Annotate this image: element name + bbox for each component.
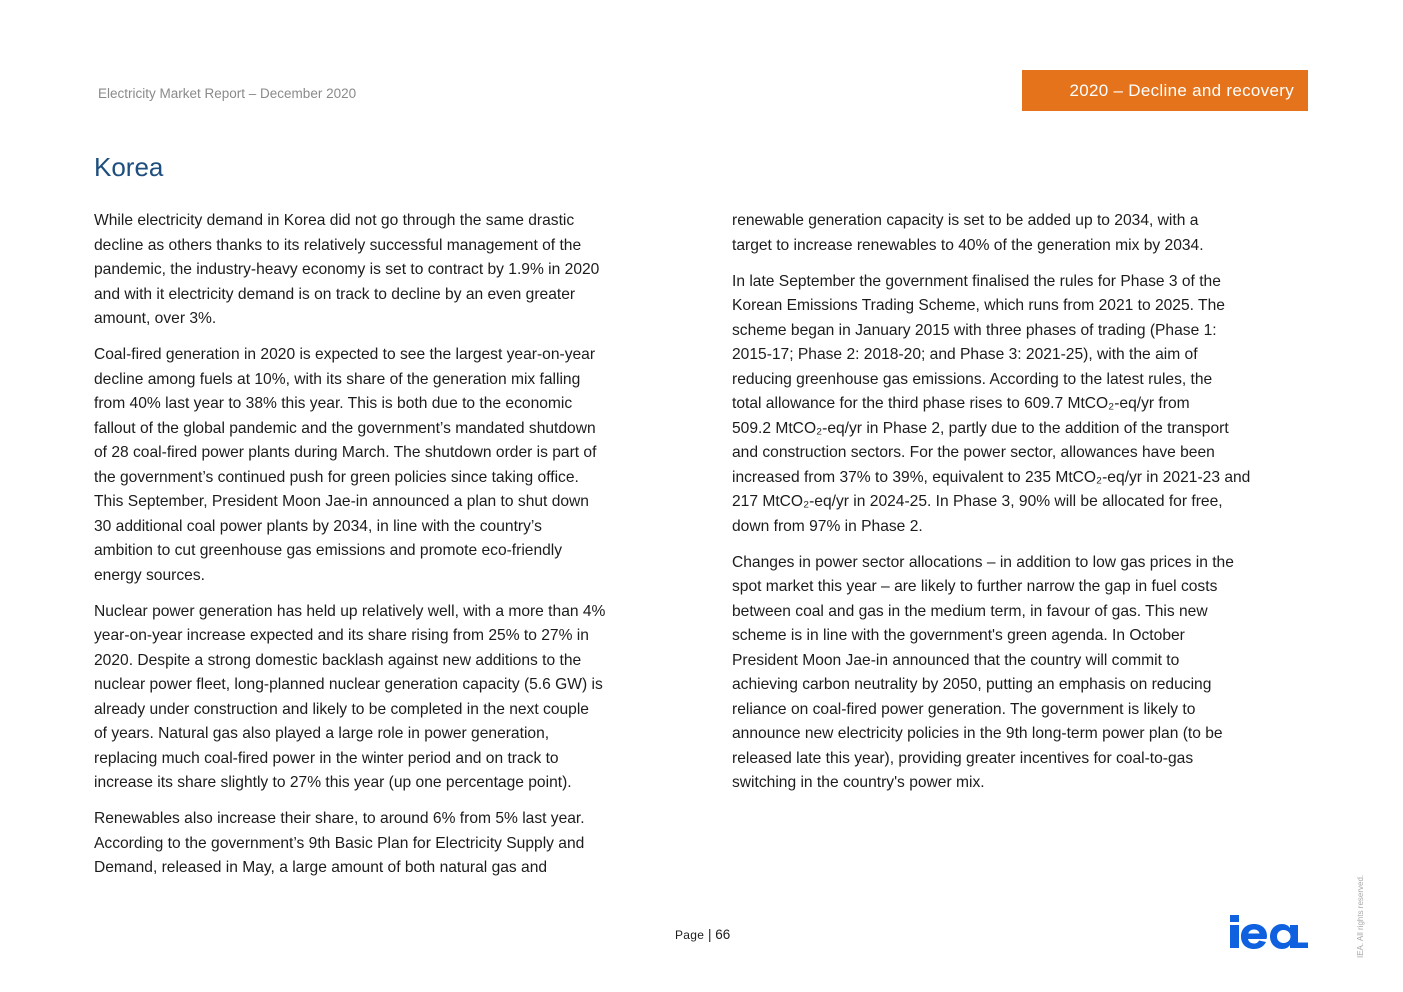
rights-notice: IEA. All rights reserved. (1356, 874, 1365, 958)
iea-logo-i-stem (1230, 925, 1239, 948)
page-number-value: 66 (715, 927, 731, 942)
iea-logo-icon (1230, 915, 1308, 949)
paragraph: While electricity demand in Korea did not go through the same drastic decline as others thanks to its relatively successful management of the pandemic, the industry-heavy economy is set to contract by 1.9% in 2020 and with it electricity demand is on track to decline by an even greater amount, over 3%. (94, 212, 600, 327)
page-separator: | (704, 927, 716, 942)
paragraph: In late September the government finalised the rules for Phase 3 of the Korean Emissions Trading Scheme, which runs from 2021 to 2025. The scheme began in January 2015 with three phases of trading (Phase 1: 2015-17; Phase 2: 2018-20; and Phase 3: 2021-25), with the aim of reducing greenhouse gas emissions. According to the latest rules, the total allowance for the third phase rises to 609.7 MtCO₂-eq/yr from 509.2 MtCO₂-eq/yr in Phase 2, partly due to the addition of the transport and construction sectors. For the power sector, allowances have been increased from 37% to 39%, equivalent to 235 MtCO₂-eq/yr in 2021-23 and 217 MtCO₂-eq/yr in 2024-25. In Phase 3, 90% will be allocated for free, down from 97% in Phase 2. (732, 272, 1251, 535)
report-title: Electricity Market Report – December 2020 (98, 86, 357, 101)
page-label: Page (675, 928, 705, 942)
paragraph: Coal-fired generation in 2020 is expected to see the largest year-on-year decline among fuels at 10%, with its share of the generation mix falling from 40% last year to 38% this year. This is both due to the economic fallout of the global pandemic and the government’s mandated shutdown of 28 coal-fired power plants during March. The shutdown order is part of the government’s continued push for green policies since taking office. This September, President Moon Jae-in announced a plan to shut down 30 additional coal power plants by 2034, in line with the country’s ambition to cut greenhouse gas emissions and promote eco-friendly energy sources. (94, 346, 597, 584)
paragraph: Renewables also increase their share, to around 6% from 5% last year. According to the government’s 9th Basic Plan for Electricity Supply and Demand, released in May, a large amount of both natural gas and (94, 810, 585, 876)
page-number (675, 927, 730, 942)
section-tab: 2020 – Decline and recovery (1022, 70, 1308, 111)
iea-logo-a (1270, 924, 1308, 949)
paragraph: renewable generation capacity is set to be added up to 2034, with a target to increase renewables to 40% of the generation mix by 2034. (732, 212, 1204, 254)
iea-logo-i-dot (1230, 915, 1239, 922)
paragraph: Changes in power sector allocations – in addition to low gas prices in the spot market this year – are likely to further narrow the gap in fuel costs between coal and gas in the medium term, in favour of gas. This new scheme is in line with the government's green agenda. In October President Moon Jae-in announced that the country will commit to achieving carbon neutrality by 2050, putting an emphasis on reducing reliance on coal-fired power generation. The government is likely to announce new electricity policies in the 9th long-term power plan (to be released late this year), providing greater incentives for coal-to-gas switching in the country's power mix. (732, 553, 1234, 791)
right-column (732, 209, 1312, 807)
paragraph: Nuclear power generation has held up relatively well, with a more than 4% year-on-year increase expected and its share rising from 25% to 27% in 2020. Despite a strong domestic backlash against new additions to the nuclear power fleet, long-planned nuclear generation capacity (5.6 GW) is already under construction and likely to be completed in the next couple of years. Natural gas also played a large role in power generation, replacing much coal-fired power in the winter period and on track to increase its share slightly to 27% this year (up one percentage point). (94, 602, 606, 791)
iea-logo-text: iea (1230, 948, 1232, 949)
iea-logo-e (1241, 924, 1267, 949)
page-title: Korea (94, 152, 164, 182)
left-column (94, 209, 674, 892)
